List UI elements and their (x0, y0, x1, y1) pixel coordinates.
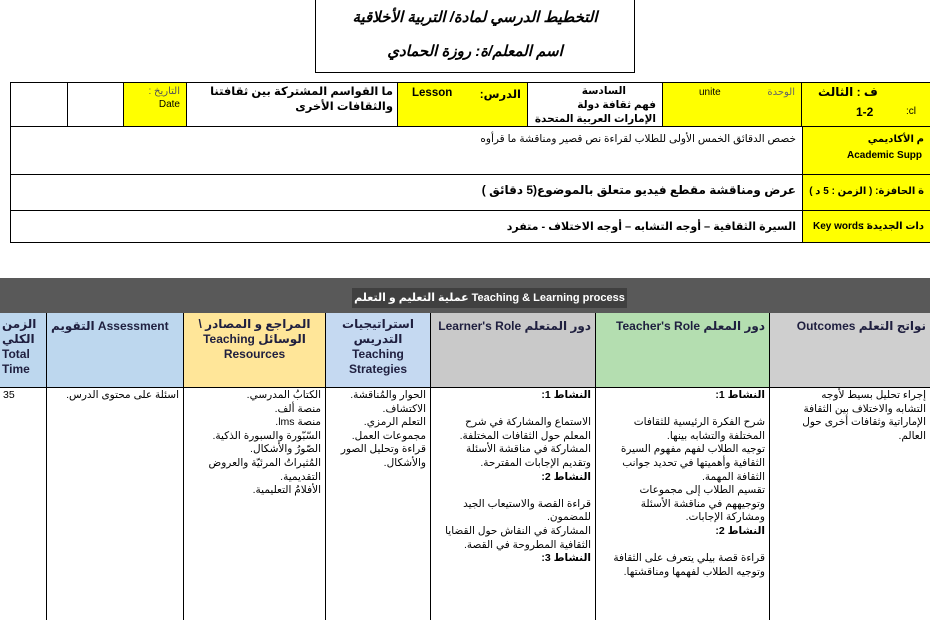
academic-label-ar: م الأكاديمي (867, 134, 924, 145)
unit-value-cell (527, 82, 663, 127)
teacher-line: النشاط 2: (715, 524, 765, 537)
header-assessment-text: التقويم Assessment (51, 319, 169, 333)
teacher-line: قراءة قصة بيلي يتعرف على الثقافة (613, 552, 765, 565)
unit-label-ar: الوحدة (767, 87, 795, 98)
header-strategies-ar2: التدريس (353, 332, 403, 346)
class-suffix: :cl (906, 106, 916, 117)
cell-outcomes (770, 387, 930, 620)
header-time-ar1: الزمن (2, 317, 37, 331)
learner-line: وتقديم الإجابات المقترحة. (480, 456, 591, 469)
header-resources-en: Resources (223, 347, 286, 361)
hook-cell (10, 174, 803, 211)
resource-line: منصة lms. (275, 416, 321, 429)
header-strategies-en2: Strategies (348, 362, 408, 376)
header-learner-text: دور المتعلم Learner's Role (438, 319, 591, 333)
learner-line (435, 484, 591, 498)
header-outcomes (770, 313, 930, 387)
learner-line: النشاط 3: (541, 552, 591, 565)
date-label-ar: التاريخ : (148, 86, 180, 97)
lesson-label-cell (397, 82, 528, 127)
strategy-line: والأشكال. (383, 456, 426, 469)
teacher-line (600, 539, 765, 553)
keywords-text: السيرة الثقافية – أوجه التشابه – أوجه الاختلاف - متفرد (506, 221, 796, 233)
date-label-en: Date (158, 99, 180, 110)
lesson-title: ما القواسم المشتركة بين ثقافتنا والثقافات الأخرى (210, 86, 393, 113)
learner-line: المشاركة في النقاش حول القضايا (445, 524, 591, 537)
resource-line: الأفلامُ التعليمية. (252, 484, 321, 497)
academic-label-en: Academic Supp (847, 150, 923, 161)
header-time-en1: Total (2, 347, 30, 361)
hook-text: عرض ومناقشة مقطع فيديو متعلق بالموضوع(5 دقائق ) (481, 183, 796, 197)
keywords-label-ar: دات الجديدة : (860, 221, 924, 232)
teacher-line: الثقافية وأهميتها في تحديد جوانب (622, 456, 765, 469)
learner-line: النشاط 1: (541, 389, 591, 401)
learner-line: المعلم حول الثقافات المختلفة. (459, 429, 591, 442)
teacher-line: شرح الفكرة الرئيسية للثقافات (633, 416, 765, 429)
teacher-line: توجيه الطلاب لفهم مفهوم السيرة (620, 443, 765, 456)
outcome-line: العالم. (898, 429, 926, 442)
header-learner (431, 313, 596, 387)
unit-label-cell (662, 82, 802, 127)
learner-line (435, 403, 591, 417)
header-time-en2: Time (2, 362, 30, 376)
outcome-line: الإماراتية وثقافات أخرى حول (802, 416, 926, 429)
teacher-name: اسم المعلم/ة: روزة الحمادي (387, 43, 563, 60)
teacher-line: تقسيم الطلاب إلى مجموعات (639, 484, 765, 497)
header-resources-mix: الوسائل Teaching (203, 332, 306, 346)
learner-line: المشاركة في مناقشة الأسئلة (466, 443, 591, 456)
plan-title-box (315, 0, 635, 73)
teacher-line: ومشاركة الإجابات. (685, 511, 765, 524)
teacher-line: الثقافة المهمة. (701, 470, 765, 483)
teacher-line: النشاط 1: (715, 389, 765, 401)
unit-label-en: unite (699, 87, 721, 98)
strategy-line: قراءة وتحليل الصور (340, 443, 426, 456)
learner-line: النشاط 2: (541, 470, 591, 483)
assessment-text: اسئلة على محتوى الدرس. (66, 389, 179, 401)
process-band (0, 278, 930, 313)
academic-note-cell (10, 126, 803, 175)
learner-line: قراءة القصة والاستيعاب الجيد (463, 497, 591, 510)
learner-line: الثقافية المطروحة في القصة. (464, 538, 591, 551)
teacher-line (600, 403, 765, 417)
strategy-line: الاكتشاف. (382, 402, 426, 415)
cell-assessment (47, 387, 184, 620)
cell-learner (431, 387, 596, 620)
date-cell (123, 82, 187, 127)
cell-resources (184, 387, 326, 620)
resource-line: المُثيراتُ المرئيّة والعروض (208, 456, 321, 469)
lesson-label-en: Lesson (412, 87, 453, 99)
process-title: عملية التعليم و التعلم Teaching & Learning process (352, 288, 627, 308)
teacher-line: وتوجيه الطلاب لفهمها ومناقشتها. (623, 565, 765, 578)
header-resources (184, 313, 326, 387)
strategy-line: الحوار والمُناقشة. (350, 389, 426, 401)
resource-line: منصة ألف. (274, 402, 321, 415)
academic-label-cell (802, 126, 930, 175)
header-time (0, 313, 47, 387)
date-value-cell (67, 82, 124, 127)
class-code: 1-2 (856, 105, 874, 119)
hook-label-cell (802, 174, 930, 211)
grade-label: ف : الثالث (818, 85, 878, 99)
header-teacher (596, 313, 770, 387)
outcome-line: التشابه والاختلاف بين الثقافة (803, 402, 926, 415)
unit-name: السادسة (581, 85, 626, 97)
learner-line: الاستماع والمشاركة في شرح (465, 416, 591, 429)
outcome-line: إجراء تحليل بسيط لأوجه (821, 389, 926, 401)
lesson-label-ar: الدرس: (479, 89, 521, 101)
resource-line: الكتابُ المدرسي. (246, 389, 321, 401)
keywords-label-cell (802, 210, 930, 243)
resource-line: الصّورُ والأشكال. (250, 443, 321, 456)
keywords-cell (10, 210, 803, 243)
header-time-ar2: الكلي (2, 332, 35, 346)
cell-strategies (326, 387, 431, 620)
hook-label: ة الحافزة: ( الزمن : 5 د ) (809, 186, 924, 197)
time-value: 35 (3, 389, 15, 401)
header-teacher-text: دور المعلم Teacher's Role (616, 319, 765, 333)
strategy-line: مجموعات العمل. (351, 429, 426, 442)
lesson-title-cell (186, 82, 398, 127)
teacher-line: المختلفة والتشابه بينها. (666, 429, 765, 442)
blank-cell (10, 82, 68, 127)
header-resources-ar: المراجع و المصادر \ (198, 317, 311, 331)
unit-subtitle: فهم ثقافة دولة (577, 99, 656, 111)
academic-note: خصص الدقائق الخمس الأولى للطلاب لقراءة نص قصير ومناقشة ما قرأوه (480, 133, 796, 145)
unit-country: الإمارات العربية المتحدة (534, 113, 656, 125)
keywords-label-en: Key words : (813, 221, 870, 232)
header-assessment (47, 313, 184, 387)
learner-line: للمضمون. (547, 511, 591, 524)
resource-line: السّبّورة والسبورة الذكية. (212, 429, 321, 442)
resource-line: التقديمية. (280, 470, 321, 483)
strategy-line: التعلم الرمزي. (363, 416, 426, 429)
plan-title: التخطيط الدرسي لمادة/ التربية الأخلاقية (352, 9, 598, 26)
cell-time (0, 387, 47, 620)
teacher-line: وتوجيههم في مناقشة الأسئلة (640, 497, 765, 510)
grade-cell (801, 82, 930, 127)
cell-teacher (596, 387, 770, 620)
header-outcomes-text: نواتج التعلم Outcomes (796, 319, 926, 333)
header-strategies-en1: Teaching (352, 347, 404, 361)
header-strategies-ar1: استراتيجيات (342, 317, 414, 331)
header-strategies (326, 313, 431, 387)
